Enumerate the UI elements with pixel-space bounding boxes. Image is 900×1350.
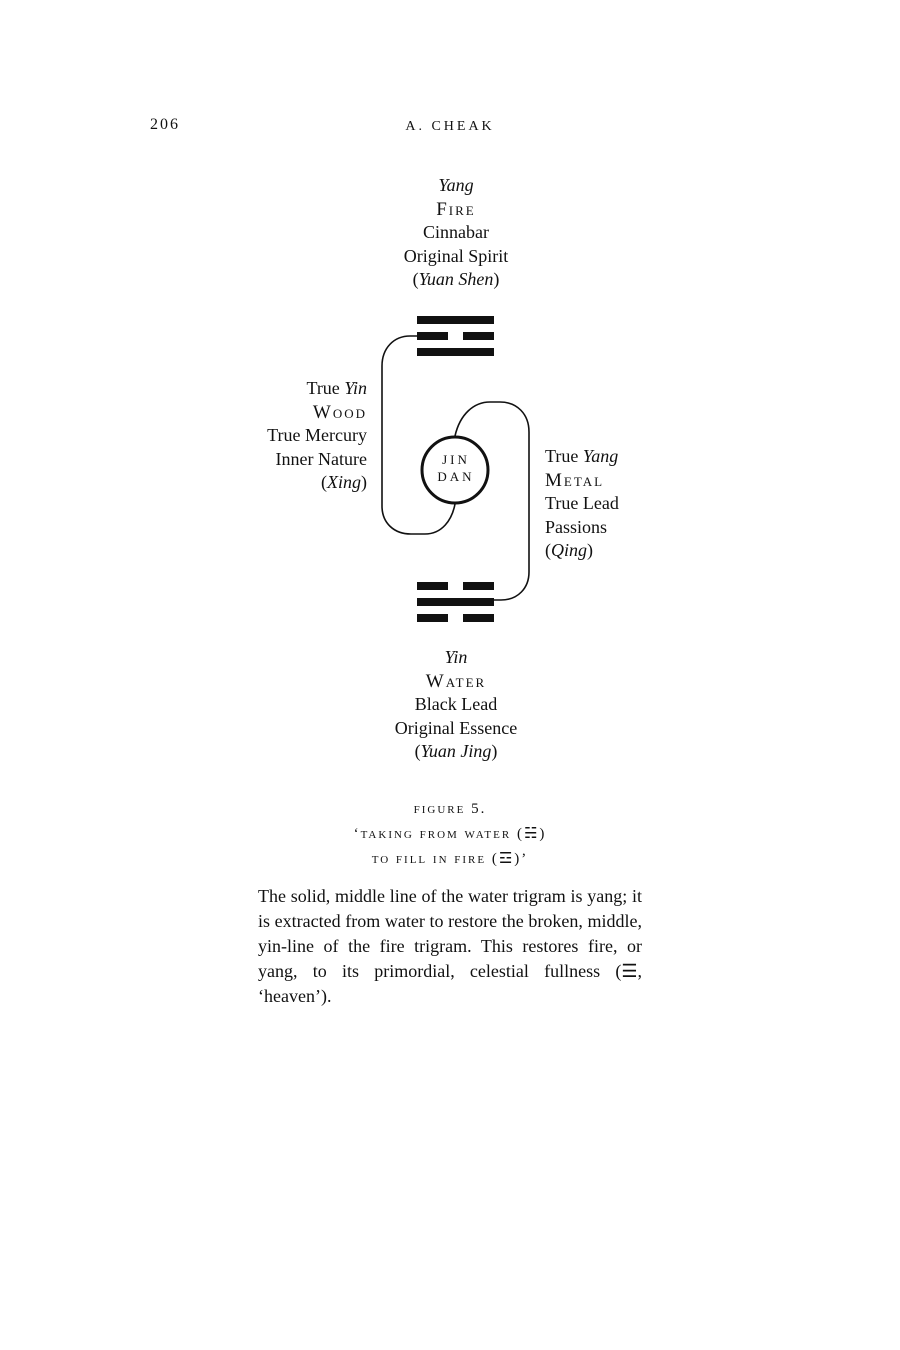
top-term-close: ) (493, 269, 500, 289)
right-aspect: Passions (545, 516, 608, 537)
right-element: Metal (545, 469, 605, 491)
water-trigram-icon (417, 582, 494, 622)
right-substance: True Lead (545, 493, 619, 513)
top-aspect: Original Spirit (403, 245, 509, 266)
top-term-open: ( (412, 269, 419, 289)
body-paragraph: The solid, middle line of the water trigram is yang; it is extracted from water to restore the broken, middle, yin-line of the fire trigram. This restores fire, or yang, to its primordial, celestial fullness (☰, ‘heaven’). (258, 886, 642, 1006)
fire-trigram-icon (417, 316, 494, 356)
caption-line-1: figure 5. (413, 801, 487, 817)
running-head: A. CHEAK (405, 119, 495, 134)
right-term: Qing (551, 540, 587, 560)
bottom-term-open: ( (414, 741, 421, 761)
caption-line-3: to fill in fire (☲)’ (371, 851, 529, 867)
jin-dan-line2: DAN (437, 469, 475, 484)
top-polarity: Yang (438, 175, 474, 195)
top-substance: Cinnabar (423, 222, 489, 242)
left-term: Xing (327, 472, 361, 492)
right-term-open: ( (545, 540, 551, 560)
left-aspect: Inner Nature (275, 448, 367, 469)
top-element: Fire (436, 198, 476, 220)
bottom-polarity: Yin (444, 647, 468, 667)
right-prefix: True (545, 446, 583, 466)
bottom-term-line (330, 740, 582, 764)
bottom-term-close: ) (491, 741, 498, 761)
right-term-close: ) (587, 540, 593, 560)
left-loop-line (382, 336, 455, 534)
left-term-close: ) (361, 472, 367, 492)
left-substance: True Mercury (267, 425, 367, 445)
jin-dan-line1: JIN (442, 452, 470, 467)
bottom-element: Water (425, 670, 487, 692)
bottom-term: Yuan Jing (420, 741, 492, 761)
left-polarity: Yin (344, 378, 367, 398)
page-number: 206 (150, 116, 180, 133)
jin-dan-label (420, 451, 492, 485)
bottom-substance: Black Lead (414, 694, 498, 714)
top-term: Yuan Shen (418, 269, 494, 289)
figure-caption (0, 797, 900, 872)
left-prefix: True (306, 378, 345, 398)
bottom-aspect: Original Essence (394, 717, 518, 738)
caption-line-2: ‘taking from water (☵) (353, 826, 547, 842)
left-element: Wood (312, 401, 367, 423)
left-term-open: ( (321, 472, 327, 492)
bottom-label (330, 646, 582, 764)
right-polarity: Yang (582, 446, 619, 466)
